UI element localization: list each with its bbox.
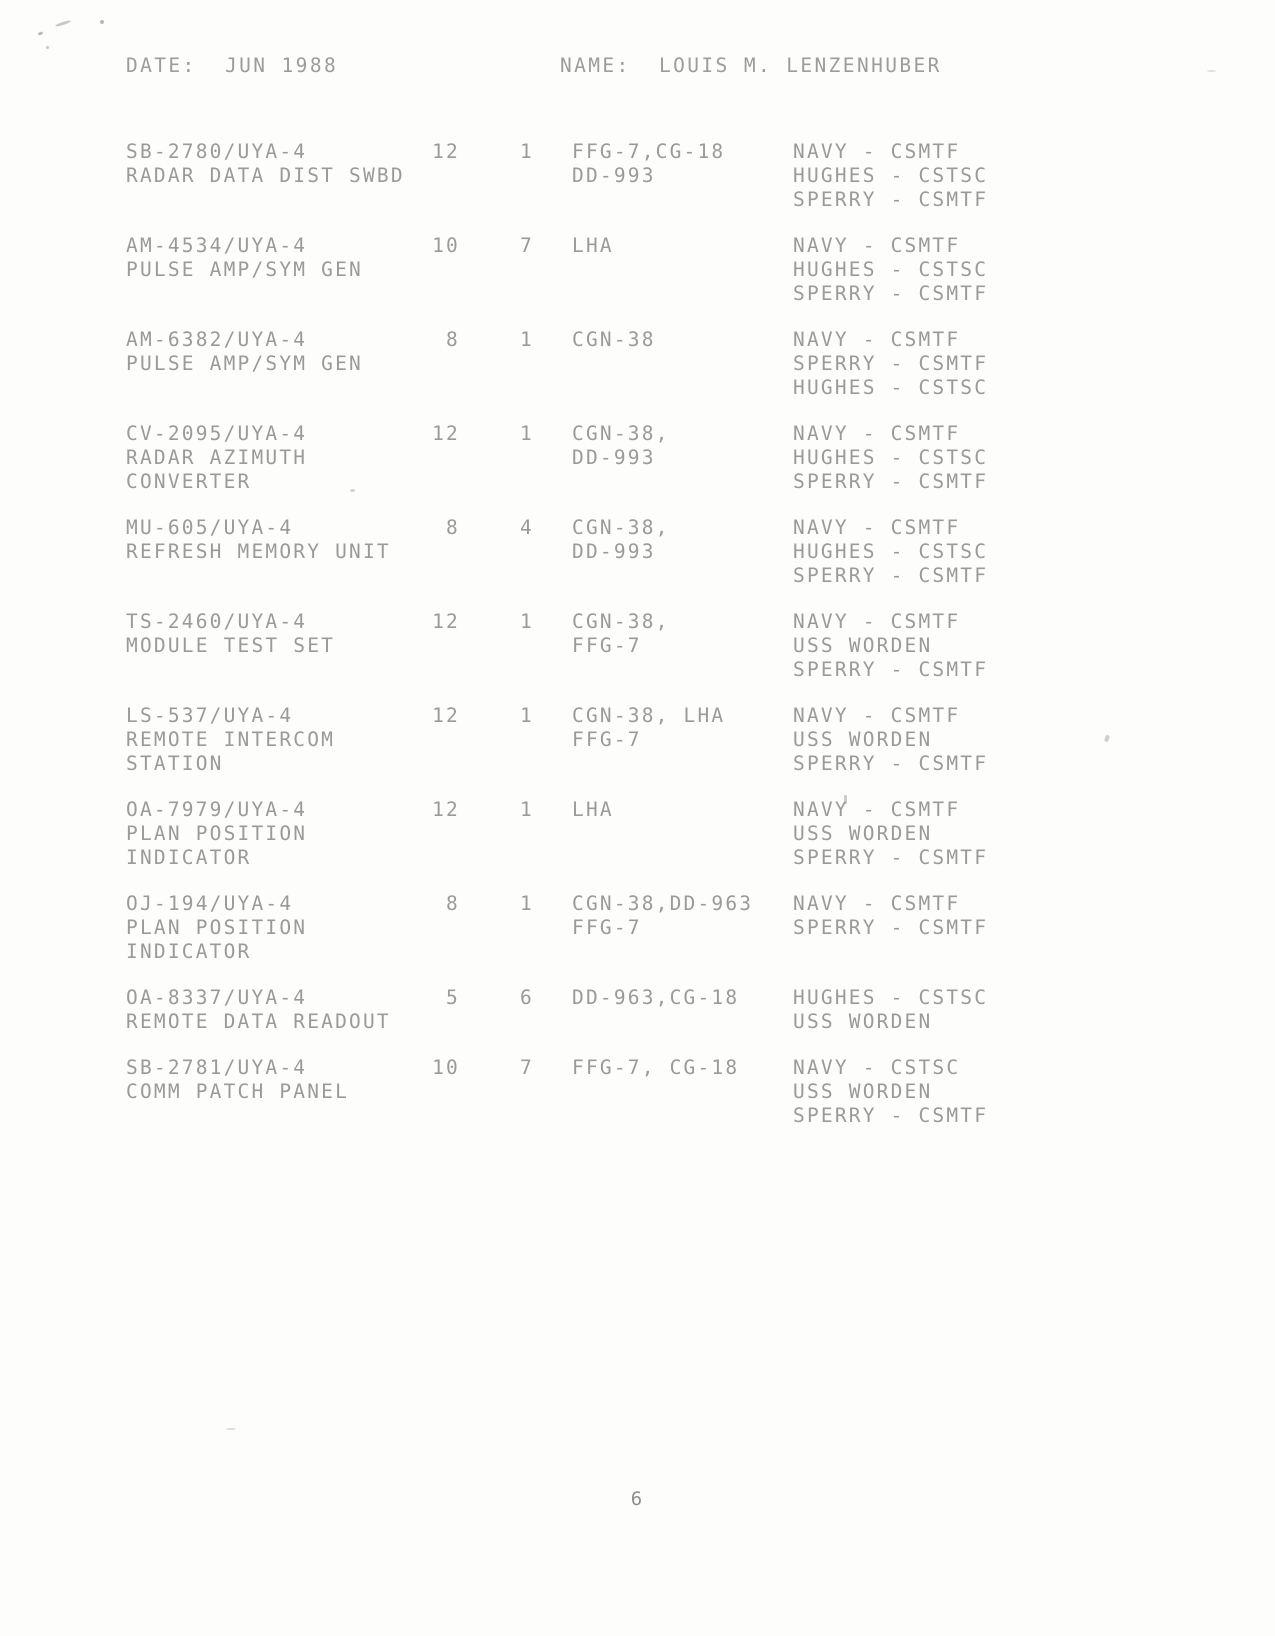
entry-line: [0, 986, 1275, 1010]
ship-class: DD-993: [572, 164, 656, 187]
entry-line: [0, 540, 1275, 564]
equipment-entry: [0, 234, 1275, 306]
ship-class: CGN-38,DD-963: [572, 892, 754, 915]
entry-line: [0, 916, 1275, 940]
equipment-name: CV-2095/UYA-4: [126, 422, 308, 445]
equipment-entry: [0, 516, 1275, 588]
organization-site: SPERRY - CSMTF: [793, 846, 989, 869]
ship-class: FFG-7: [572, 728, 642, 751]
equipment-name: OA-7979/UYA-4: [126, 798, 308, 821]
quantity-value: 12: [432, 798, 460, 821]
equipment-entry: [0, 986, 1275, 1034]
entry-line: [0, 1010, 1275, 1034]
organization-site: HUGHES - CSTSC: [793, 986, 989, 1009]
entry-line: [0, 752, 1275, 776]
organization-site: USS WORDEN: [793, 728, 933, 751]
entry-line: [0, 164, 1275, 188]
entry-line: [0, 610, 1275, 634]
ship-class: CGN-38,: [572, 610, 670, 633]
organization-site: HUGHES - CSTSC: [793, 446, 989, 469]
organization-site: NAVY - CSMTF: [793, 140, 961, 163]
scan-speckle: [46, 46, 49, 49]
ship-class: CGN-38,: [572, 422, 670, 445]
equipment-name: RADAR AZIMUTH: [126, 446, 308, 469]
ship-class: LHA: [572, 798, 614, 821]
page-number: 6: [630, 1488, 645, 1510]
entry-line: [0, 140, 1275, 164]
ship-class: LHA: [572, 234, 614, 257]
entry-line: [0, 1104, 1275, 1128]
count-value: 1: [520, 328, 534, 351]
entry-line: [0, 846, 1275, 870]
quantity-value: 5: [446, 986, 460, 1009]
count-value: 1: [520, 798, 534, 821]
equipment-name: LS-537/UYA-4: [126, 704, 294, 727]
count-value: 6: [520, 986, 534, 1009]
organization-site: SPERRY - CSMTF: [793, 470, 989, 493]
entry-line: [0, 658, 1275, 682]
organization-site: NAVY - CSMTF: [793, 892, 961, 915]
entry-line: [0, 704, 1275, 728]
equipment-name: REMOTE INTERCOM: [126, 728, 336, 751]
count-value: 1: [520, 610, 534, 633]
quantity-value: 12: [432, 140, 460, 163]
scan-speckle: [38, 31, 44, 36]
quantity-value: 12: [432, 704, 460, 727]
equipment-name: CONVERTER: [126, 470, 252, 493]
quantity-value: 8: [446, 516, 460, 539]
organization-site: NAVY - CSMTF: [793, 234, 961, 257]
equipment-name: SB-2780/UYA-4: [126, 140, 308, 163]
count-value: 1: [520, 140, 534, 163]
organization-site: HUGHES - CSTSC: [793, 258, 989, 281]
entry-line: [0, 940, 1275, 964]
entry-line: [0, 422, 1275, 446]
count-value: 7: [520, 1056, 534, 1079]
equipment-name: STATION: [126, 752, 224, 775]
ship-class: CGN-38, LHA: [572, 704, 726, 727]
organization-site: SPERRY - CSMTF: [793, 352, 989, 375]
equipment-name: PLAN POSITION: [126, 916, 308, 939]
ship-class: CGN-38,: [572, 516, 670, 539]
equipment-name: PULSE AMP/SYM GEN: [126, 258, 363, 281]
equipment-entry: [0, 892, 1275, 964]
quantity-value: 10: [432, 1056, 460, 1079]
equipment-name: AM-4534/UYA-4: [126, 234, 308, 257]
entry-line: [0, 376, 1275, 400]
organization-site: SPERRY - CSMTF: [793, 658, 989, 681]
entry-line: [0, 798, 1275, 822]
entry-line: [0, 188, 1275, 212]
count-value: 1: [520, 704, 534, 727]
quantity-value: 12: [432, 610, 460, 633]
ship-class: CGN-38: [572, 328, 656, 351]
organization-site: NAVY - CSMTF: [793, 328, 961, 351]
equipment-name: REMOTE DATA READOUT: [126, 1010, 391, 1033]
equipment-name: OA-8337/UYA-4: [126, 986, 308, 1009]
ship-class: FFG-7: [572, 634, 642, 657]
count-value: 1: [520, 422, 534, 445]
ship-class: FFG-7,CG-18: [572, 140, 726, 163]
equipment-entry: [0, 328, 1275, 400]
header-date: DATE: JUN 1988: [126, 54, 339, 77]
scan-speckle: [1207, 70, 1216, 72]
entry-line: [0, 470, 1275, 494]
organization-site: SPERRY - CSMTF: [793, 1104, 989, 1127]
equipment-entry: [0, 140, 1275, 212]
count-value: 1: [520, 892, 534, 915]
count-value: 7: [520, 234, 534, 257]
quantity-value: 8: [446, 892, 460, 915]
organization-site: USS WORDEN: [793, 1010, 933, 1033]
organization-site: NAVY - CSMTF: [793, 610, 961, 633]
equipment-entry: [0, 704, 1275, 776]
ship-class: FFG-7, CG-18: [572, 1056, 740, 1079]
ship-class: FFG-7: [572, 916, 642, 939]
organization-site: NAVY - CSMTF: [793, 798, 961, 821]
equipment-name: TS-2460/UYA-4: [126, 610, 308, 633]
equipment-list: [0, 140, 1275, 1150]
entry-line: [0, 352, 1275, 376]
organization-site: NAVY - CSMTF: [793, 516, 961, 539]
equipment-name: MODULE TEST SET: [126, 634, 336, 657]
organization-site: HUGHES - CSTSC: [793, 376, 989, 399]
entry-line: [0, 822, 1275, 846]
entry-line: [0, 328, 1275, 352]
scan-speckle: [226, 1428, 236, 1430]
entry-line: [0, 564, 1275, 588]
entry-line: [0, 282, 1275, 306]
organization-site: SPERRY - CSMTF: [793, 916, 989, 939]
equipment-name: RADAR DATA DIST SWBD: [126, 164, 405, 187]
entry-line: [0, 1080, 1275, 1104]
entry-line: [0, 1056, 1275, 1080]
entry-line: [0, 892, 1275, 916]
quantity-value: 10: [432, 234, 460, 257]
organization-site: USS WORDEN: [793, 634, 933, 657]
ship-class: DD-963,CG-18: [572, 986, 740, 1009]
scan-speckle: [55, 20, 71, 28]
entry-line: [0, 516, 1275, 540]
organization-site: HUGHES - CSTSC: [793, 540, 989, 563]
equipment-name: INDICATOR: [126, 846, 252, 869]
entry-line: [0, 234, 1275, 258]
organization-site: NAVY - CSTSC: [793, 1056, 961, 1079]
equipment-name: PLAN POSITION: [126, 822, 308, 845]
organization-site: SPERRY - CSMTF: [793, 188, 989, 211]
organization-site: USS WORDEN: [793, 1080, 933, 1103]
organization-site: USS WORDEN: [793, 822, 933, 845]
equipment-name: REFRESH MEMORY UNIT: [126, 540, 391, 563]
count-value: 4: [520, 516, 534, 539]
equipment-entry: [0, 798, 1275, 870]
equipment-name: INDICATOR: [126, 940, 252, 963]
scan-speckle: [100, 20, 104, 24]
equipment-entry: [0, 610, 1275, 682]
organization-site: HUGHES - CSTSC: [793, 164, 989, 187]
equipment-name: MU-605/UYA-4: [126, 516, 294, 539]
entry-line: [0, 634, 1275, 658]
header-name: NAME: LOUIS M. LENZENHUBER: [560, 54, 942, 77]
entry-line: [0, 446, 1275, 470]
entry-line: [0, 728, 1275, 752]
organization-site: SPERRY - CSMTF: [793, 752, 989, 775]
equipment-name: PULSE AMP/SYM GEN: [126, 352, 363, 375]
ship-class: DD-993: [572, 540, 656, 563]
equipment-entry: [0, 422, 1275, 494]
equipment-entry: [0, 1056, 1275, 1128]
quantity-value: 12: [432, 422, 460, 445]
equipment-name: OJ-194/UYA-4: [126, 892, 294, 915]
ship-class: DD-993: [572, 446, 656, 469]
organization-site: NAVY - CSMTF: [793, 704, 961, 727]
organization-site: NAVY - CSMTF: [793, 422, 961, 445]
quantity-value: 8: [446, 328, 460, 351]
equipment-name: AM-6382/UYA-4: [126, 328, 308, 351]
equipment-name: SB-2781/UYA-4: [126, 1056, 308, 1079]
organization-site: SPERRY - CSMTF: [793, 564, 989, 587]
entry-line: [0, 258, 1275, 282]
organization-site: SPERRY - CSMTF: [793, 282, 989, 305]
equipment-name: COMM PATCH PANEL: [126, 1080, 350, 1103]
